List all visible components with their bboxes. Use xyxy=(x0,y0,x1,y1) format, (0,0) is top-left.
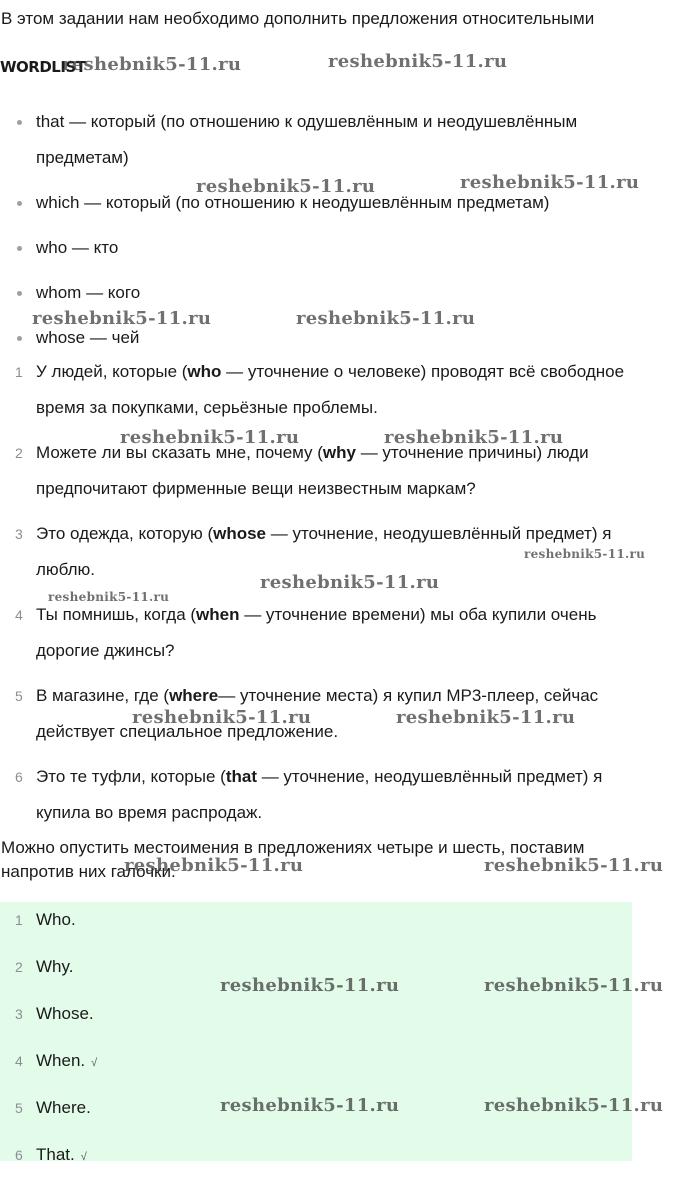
note-line: напротив них галочки. xyxy=(1,862,176,881)
question-item: 6 Это те туфли, которые (that — уточнение, неодушевлённый предмет) я купила во время распродаж. xyxy=(15,767,603,822)
watermark: reshebnik5-11.ru xyxy=(296,308,476,329)
watermark: reshebnik5-11.ru xyxy=(62,54,242,75)
wordlist-item: that — который (по отношению к одушевлённым и неодушевлённым предметам) xyxy=(0,104,680,176)
answer-item: 4 When. √ xyxy=(15,1051,98,1070)
question-item: 4 Ты помнишь, когда (when — уточнение времени) мы оба купили очень дорогие джинсы? xyxy=(15,605,597,660)
question-item: 5 В магазине, где (where— уточнение места) я купил MP3-плеер, сейчас действует специальное предложение. xyxy=(15,686,599,741)
answer-item: 1 Who. xyxy=(15,910,76,929)
intro-text: В этом задании нам необходимо дополнить предложения относительными xyxy=(1,9,595,28)
watermark: reshebnik5-11.ru xyxy=(220,1095,400,1116)
wordlist-title: WORDLIST xyxy=(0,58,86,76)
check-icon: √ xyxy=(91,1057,98,1069)
answer-item: 5 Where. xyxy=(15,1098,91,1117)
answer-list xyxy=(0,902,680,1184)
watermark: reshebnik5-11.ru xyxy=(124,855,304,876)
question-item: 2 Можете ли вы сказать мне, почему (why — уточнение причины) люди предпочитают фирменные вещи неизвестным маркам? xyxy=(15,443,589,498)
watermark: reshebnik5-11.ru xyxy=(484,975,664,996)
watermark: reshebnik5-11.ru xyxy=(484,855,664,876)
answer-item: 6 That. √ xyxy=(15,1145,87,1164)
watermark: reshebnik5-11.ru xyxy=(120,427,300,448)
watermark: reshebnik5-11.ru xyxy=(132,707,312,728)
watermark: reshebnik5-11.ru xyxy=(196,176,376,197)
watermark: reshebnik5-11.ru xyxy=(32,308,212,329)
watermark: reshebnik5-11.ru xyxy=(260,572,440,593)
wordlist-item: which — который (по отношению к неодушевлённым предметам) xyxy=(0,185,680,221)
watermark: reshebnik5-11.ru xyxy=(328,51,508,72)
intro-clip xyxy=(0,29,680,49)
watermark: reshebnik5-11.ru xyxy=(484,1095,664,1116)
answer-item: 3 Whose. xyxy=(15,1004,94,1023)
question-item: 3 Это одежда, которую (whose — уточнение, неодушевлённый предмет) я люблю. xyxy=(15,524,612,579)
watermark: reshebnik5-11.ru xyxy=(220,975,400,996)
wordlist-item: who — кто xyxy=(0,230,680,266)
question-item: 1 У людей, которые (who — уточнение о человеке) проводят всё свободное время за покупками, серьёзные проблемы. xyxy=(15,362,625,417)
wordlist-item: whose — чей xyxy=(0,320,680,356)
answer-item: 2 Why. xyxy=(15,957,74,976)
check-icon: √ xyxy=(80,1151,87,1163)
wordlist-item: whom — кого xyxy=(0,275,680,311)
watermark: reshebnik5-11.ru xyxy=(384,427,564,448)
note-line: Можно опустить местоимения в предложениях четыре и шесть, поставим xyxy=(1,838,585,857)
watermark: reshebnik5-11.ru xyxy=(48,590,170,604)
watermark: reshebnik5-11.ru xyxy=(396,707,576,728)
watermark: reshebnik5-11.ru xyxy=(460,172,640,193)
watermark: reshebnik5-11.ru xyxy=(524,547,646,561)
